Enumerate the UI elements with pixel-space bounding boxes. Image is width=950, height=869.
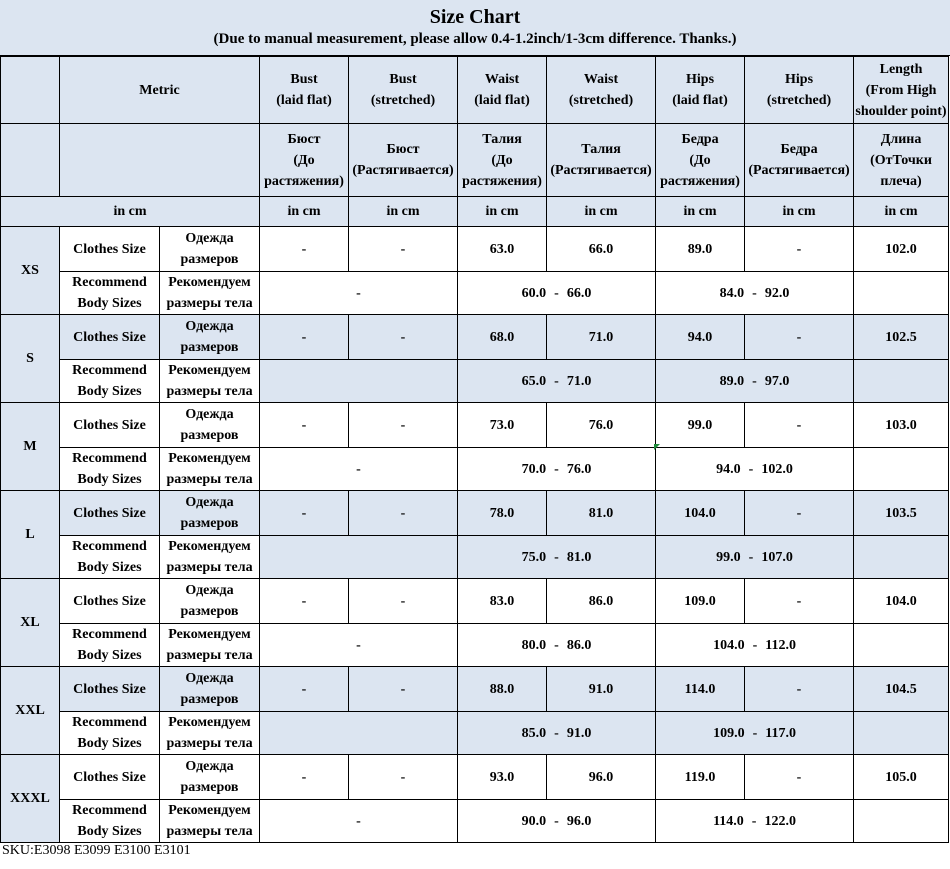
value-length: 102.5 [854,315,949,360]
hips-range-min: 109.0 [713,725,745,741]
size-label: L [1,491,60,579]
title-block [0,0,950,56]
chart-title: Size Chart [429,6,521,28]
clothes-size-label-ru: Одежда размеров [160,579,260,624]
value-length: 104.5 [854,667,949,712]
range-separator: - [554,725,559,741]
bust-range [260,272,458,315]
range-separator: - [554,637,559,653]
size-row-recommend [1,536,949,579]
length-range [854,272,949,315]
value-waist-flat: 88.0 [458,667,547,712]
hips-range-max: 97.0 [764,373,790,389]
range-separator: - [554,285,559,301]
recommend-label-ru: Рекомендуем размеры тела [160,272,260,315]
value-hips-flat: 89.0 [656,227,745,272]
value-bust-flat: - [260,667,349,712]
range-separator: - [752,373,757,389]
waist-range [458,360,656,403]
value-waist-stretched: 91.0 [547,667,656,712]
size-row-recommend [1,360,949,403]
value-hips-stretched: - [745,403,854,448]
bust-range-dash: - [356,813,361,829]
value-length: 103.0 [854,403,949,448]
size-row-recommend [1,712,949,755]
hips-range-max: 122.0 [764,813,796,829]
bust-range [260,800,458,843]
length-range [854,712,949,755]
clothes-size-label: Clothes Size [60,755,160,800]
size-label: M [1,403,60,491]
header-bust-flat-ru: Бюст (До растяжения) [260,124,349,197]
bust-range-dash: - [356,637,361,653]
recommend-label: Recommend Body Sizes [60,624,160,667]
recommend-label-ru: Рекомендуем размеры тела [160,800,260,843]
header-hips-flat-ru: Бедра (До растяжения) [656,124,745,197]
clothes-size-label: Clothes Size [60,227,160,272]
range-separator: - [751,813,757,829]
size-label: XXXL [1,755,60,843]
unit-cell: in cm [349,197,458,227]
hips-range [656,272,854,315]
unit-cell: in cm [656,197,745,227]
recommend-label: Recommend Body Sizes [60,712,160,755]
waist-range [458,712,656,755]
value-bust-stretched: - [349,491,458,536]
value-hips-stretched: - [745,579,854,624]
length-range [854,800,949,843]
header-hips-stretched-ru: Бедра (Растягивается) [745,124,854,197]
value-hips-stretched: - [745,315,854,360]
waist-range-min: 70.0 [521,461,547,477]
bust-range [260,536,458,579]
value-waist-stretched: 96.0 [547,755,656,800]
length-range [854,536,949,579]
value-waist-flat: 78.0 [458,491,547,536]
unit-cell: in cm [260,197,349,227]
cell-marker [654,444,660,450]
range-separator: - [554,813,559,829]
corner-cell-ru [1,124,60,197]
bust-range [260,448,458,491]
size-table [0,56,949,843]
hips-range [656,800,854,843]
chart-subtitle: (Due to manual measurement, please allow 0.4-1.2inch/1-3cm difference. Thanks.) [213,31,737,47]
size-row-recommend [1,448,949,491]
value-hips-flat: 119.0 [656,755,745,800]
value-bust-flat: - [260,579,349,624]
bust-range [260,712,458,755]
size-label: XXL [1,667,60,755]
hips-range [656,536,854,579]
recommend-label-ru: Рекомендуем размеры тела [160,712,260,755]
unit-cell: in cm [745,197,854,227]
value-hips-stretched: - [745,667,854,712]
header-waist-stretched-ru: Талия (Растягивается) [547,124,656,197]
value-hips-stretched: - [745,227,854,272]
clothes-size-label-ru: Одежда размеров [160,403,260,448]
hips-range-min: 99.0 [716,549,741,565]
header-waist-flat: Waist (laid flat) [458,57,547,124]
size-row-clothes [1,315,949,360]
header-hips-stretched: Hips (stretched) [745,57,854,124]
clothes-size-label-ru: Одежда размеров [160,667,260,712]
value-bust-stretched: - [349,755,458,800]
range-separator: - [748,549,754,565]
recommend-label-ru: Рекомендуем размеры тела [160,624,260,667]
header-metric-ru [60,124,260,197]
value-bust-flat: - [260,315,349,360]
length-range [854,448,949,491]
value-bust-flat: - [260,755,349,800]
unit-row [1,197,949,227]
value-waist-flat: 63.0 [458,227,547,272]
length-range [854,624,949,667]
waist-range [458,800,656,843]
size-row-recommend [1,624,949,667]
waist-range-max: 81.0 [566,549,592,565]
value-waist-flat: 93.0 [458,755,547,800]
waist-range-min: 85.0 [521,725,547,741]
header-row-ru [1,124,949,197]
header-hips-flat: Hips (laid flat) [656,57,745,124]
size-row-clothes [1,227,949,272]
header-waist-flat-ru: Талия (До растяжения) [458,124,547,197]
waist-range-min: 80.0 [521,637,547,653]
corner-cell [1,57,60,124]
recommend-label: Recommend Body Sizes [60,448,160,491]
size-row-recommend [1,272,949,315]
value-bust-stretched: - [349,227,458,272]
waist-range-max: 96.0 [566,813,592,829]
waist-range [458,536,656,579]
unit-label: in cm [1,197,260,227]
header-length: Length (From High shoulder point) [854,57,949,124]
value-waist-flat: 83.0 [458,579,547,624]
recommend-label-ru: Рекомендуем размеры тела [160,448,260,491]
hips-range [656,360,854,403]
hips-range-max: 102.0 [761,461,793,477]
size-label: S [1,315,60,403]
header-row-en [1,57,949,124]
size-label: XL [1,579,60,667]
range-separator: - [554,461,559,477]
value-waist-stretched: 71.0 [547,315,656,360]
waist-range [458,272,656,315]
waist-range-max: 66.0 [566,285,592,301]
value-bust-flat: - [260,403,349,448]
value-length: 102.0 [854,227,949,272]
size-row-clothes [1,579,949,624]
value-bust-flat: - [260,491,349,536]
header-waist-stretched: Waist (stretched) [547,57,656,124]
value-length: 104.0 [854,579,949,624]
range-separator: - [752,725,758,741]
value-hips-stretched: - [745,755,854,800]
waist-range-min: 60.0 [521,285,547,301]
range-separator: - [752,285,757,301]
value-waist-stretched: 76.0 [547,403,656,448]
recommend-label: Recommend Body Sizes [60,360,160,403]
header-bust-flat: Bust (laid flat) [260,57,349,124]
clothes-size-label: Clothes Size [60,315,160,360]
header-bust-stretched: Bust (stretched) [349,57,458,124]
clothes-size-label: Clothes Size [60,403,160,448]
unit-cell: in cm [854,197,949,227]
hips-range-max: 112.0 [765,637,796,653]
value-hips-flat: 94.0 [656,315,745,360]
value-waist-stretched: 81.0 [547,491,656,536]
hips-range-max: 107.0 [761,549,793,565]
recommend-label: Recommend Body Sizes [60,800,160,843]
recommend-label-ru: Рекомендуем размеры тела [160,536,260,579]
value-hips-flat: 104.0 [656,491,745,536]
waist-range-max: 76.0 [566,461,592,477]
waist-range [458,624,656,667]
hips-range [656,624,854,667]
value-bust-stretched: - [349,315,458,360]
hips-range-min: 94.0 [716,461,741,477]
value-hips-flat: 114.0 [656,667,745,712]
hips-range-min: 104.0 [713,637,745,653]
clothes-size-label: Clothes Size [60,579,160,624]
value-length: 105.0 [854,755,949,800]
value-waist-stretched: 86.0 [547,579,656,624]
header-bust-stretched-ru: Бюст (Растягивается) [349,124,458,197]
bust-range-dash: - [356,461,361,477]
recommend-label: Recommend Body Sizes [60,272,160,315]
clothes-size-label: Clothes Size [60,491,160,536]
hips-range-min: 114.0 [713,813,744,829]
hips-range-min: 84.0 [719,285,745,301]
sku-label: SKU:E3098 E3099 E3100 E3101 [2,843,191,858]
size-row-recommend [1,800,949,843]
hips-range [656,712,854,755]
hips-range-min: 89.0 [719,373,745,389]
value-length: 103.5 [854,491,949,536]
bust-range-dash: - [356,285,361,301]
unit-cell: in cm [547,197,656,227]
value-bust-flat: - [260,227,349,272]
clothes-size-label-ru: Одежда размеров [160,491,260,536]
recommend-label-ru: Рекомендуем размеры тела [160,360,260,403]
value-hips-stretched: - [745,491,854,536]
hips-range-max: 92.0 [764,285,790,301]
clothes-size-label: Clothes Size [60,667,160,712]
waist-range-max: 86.0 [566,637,592,653]
range-separator: - [554,373,559,389]
range-separator: - [752,637,758,653]
waist-range-min: 65.0 [521,373,547,389]
value-hips-flat: 109.0 [656,579,745,624]
header-length-ru: Длина (ОтТочки плеча) [854,124,949,197]
waist-range [458,448,656,491]
value-waist-flat: 73.0 [458,403,547,448]
table-body [1,57,949,843]
clothes-size-label-ru: Одежда размеров [160,755,260,800]
header-metric: Metric [60,57,260,124]
range-separator: - [554,549,559,565]
clothes-size-label-ru: Одежда размеров [160,315,260,360]
value-waist-stretched: 66.0 [547,227,656,272]
hips-range [656,448,854,491]
size-row-clothes [1,667,949,712]
unit-cell: in cm [458,197,547,227]
length-range [854,360,949,403]
size-row-clothes [1,491,949,536]
waist-range-min: 75.0 [521,549,547,565]
value-waist-flat: 68.0 [458,315,547,360]
recommend-label: Recommend Body Sizes [60,536,160,579]
size-row-clothes [1,755,949,800]
value-bust-stretched: - [349,579,458,624]
hips-range-max: 117.0 [765,725,796,741]
size-label: XS [1,227,60,315]
value-bust-stretched: - [349,667,458,712]
value-bust-stretched: - [349,403,458,448]
bust-range [260,624,458,667]
value-hips-flat: 99.0 [656,403,745,448]
range-separator: - [748,461,754,477]
waist-range-max: 91.0 [566,725,592,741]
waist-range-min: 90.0 [521,813,547,829]
size-row-clothes [1,403,949,448]
clothes-size-label-ru: Одежда размеров [160,227,260,272]
bust-range [260,360,458,403]
waist-range-max: 71.0 [566,373,592,389]
